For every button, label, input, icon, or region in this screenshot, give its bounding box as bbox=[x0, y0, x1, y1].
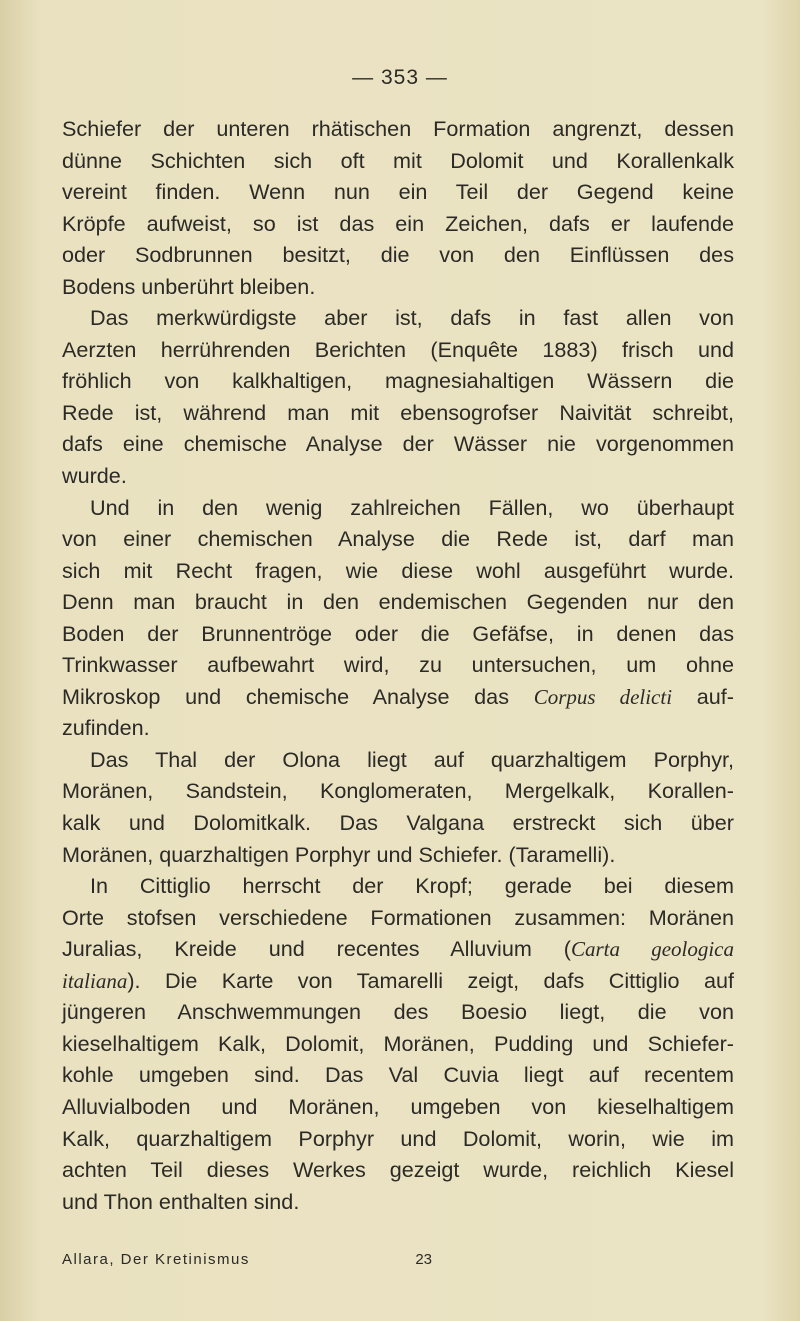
text-line: fröhlich von kalkhaltigen, magnesiahaltigen Wässern die bbox=[62, 368, 734, 394]
text-line: Das merkwürdigste aber ist, dafs in fast allen von bbox=[90, 305, 734, 331]
text-line: dünne Schichten sich oft mit Dolomit und Korallenkalk bbox=[62, 147, 734, 173]
text-line: Bodens unberührt bleiben. bbox=[62, 273, 316, 299]
text-line: Kalk, quarzhaltigem Porphyr und Dolomit, worin, wie im bbox=[62, 1125, 734, 1151]
text-line: Rede ist, während man mit ebensogrofser Naivität schreibt, bbox=[62, 399, 734, 425]
text-segment: auf- bbox=[696, 683, 734, 709]
text-line: Denn man braucht in den endemischen Gegenden nur den bbox=[62, 589, 734, 615]
text-line: achten Teil dieses Werkes gezeigt wurde, reichlich Kiesel bbox=[62, 1157, 734, 1183]
signature-mark: Allara, Der Kretinismus bbox=[62, 1251, 250, 1268]
text-line: von einer chemischen Analyse die Rede ist, darf man bbox=[62, 526, 734, 552]
text-line: Boden der Brunnentröge oder die Gefäfse, in denen das bbox=[62, 620, 734, 646]
sheet-number: 23 bbox=[415, 1251, 432, 1268]
text-line: Und in den wenig zahlreichen Fällen, wo überhaupt bbox=[90, 494, 734, 520]
text-line bbox=[62, 965, 734, 997]
text-line bbox=[62, 933, 734, 965]
text-line: oder Sodbrunnen besitzt, die von den Einflüssen des bbox=[62, 242, 734, 268]
text-line: Schiefer der unteren rhätischen Formation angrenzt, dessen bbox=[62, 116, 734, 141]
text-segment: ). Die Karte von Tamarelli zeigt, dafs Cittiglio auf bbox=[127, 967, 734, 993]
text-segment: Juralias, Kreide und recentes Alluvium ( bbox=[62, 936, 571, 962]
text-line: Aerzten herrührenden Berichten (Enquête 1883) frisch und bbox=[62, 336, 734, 362]
italic-phrase: italiana bbox=[62, 968, 128, 993]
text-line: Moränen, quarzhaltigen Porphyr und Schiefer. (Taramelli). bbox=[62, 841, 616, 867]
text-line: Moränen, Sandstein, Konglomeraten, Mergelkalk, Korallen- bbox=[62, 778, 734, 804]
text-line: In Cittiglio herrscht der Kropf; gerade bei diesem bbox=[90, 873, 734, 899]
text-line: kieselhaltigem Kalk, Dolomit, Moränen, Pudding und Schiefer- bbox=[62, 1030, 734, 1056]
italic-phrase: Carta geologica bbox=[570, 937, 734, 962]
text-line: sich mit Recht fragen, wie diese wohl ausgeführt wurde. bbox=[62, 557, 734, 583]
text-line: zufinden. bbox=[62, 715, 150, 741]
text-line: kalk und Dolomitkalk. Das Valgana erstreckt sich über bbox=[62, 810, 734, 836]
text-line: Alluvialboden und Moränen, umgeben von kieselhaltigem bbox=[62, 1093, 734, 1119]
text-line: vereint finden. Wenn nun ein Teil der Gegend keine bbox=[62, 179, 734, 205]
text-line: Das Thal der Olona liegt auf quarzhaltigem Porphyr, bbox=[90, 746, 734, 772]
text-line bbox=[62, 681, 734, 713]
text-line: und Thon enthalten sind. bbox=[62, 1188, 300, 1214]
italic-phrase: Corpus delicti bbox=[533, 684, 673, 709]
body-text bbox=[62, 113, 734, 1217]
page-number: — 353 — bbox=[352, 66, 448, 89]
text-line: wurde. bbox=[62, 463, 127, 489]
text-line: Trinkwasser aufbewahrt wird, zu untersuchen, um ohne bbox=[62, 652, 734, 678]
text-line: Orte stofsen verschiedene Formationen zusammen: Moränen bbox=[62, 904, 734, 930]
text-line: dafs eine chemische Analyse der Wässer nie vorgenommen bbox=[62, 431, 734, 457]
sheet-signature-line bbox=[62, 1251, 432, 1268]
text-line: kohle umgeben sind. Das Val Cuvia liegt auf recentem bbox=[62, 1062, 734, 1088]
text-line: jüngeren Anschwemmungen des Boesio liegt, die von bbox=[62, 999, 734, 1025]
text-line: Kröpfe aufweist, so ist das ein Zeichen, dafs er laufende bbox=[62, 210, 734, 236]
text-segment: Mikroskop und chemische Analyse das bbox=[62, 683, 509, 709]
